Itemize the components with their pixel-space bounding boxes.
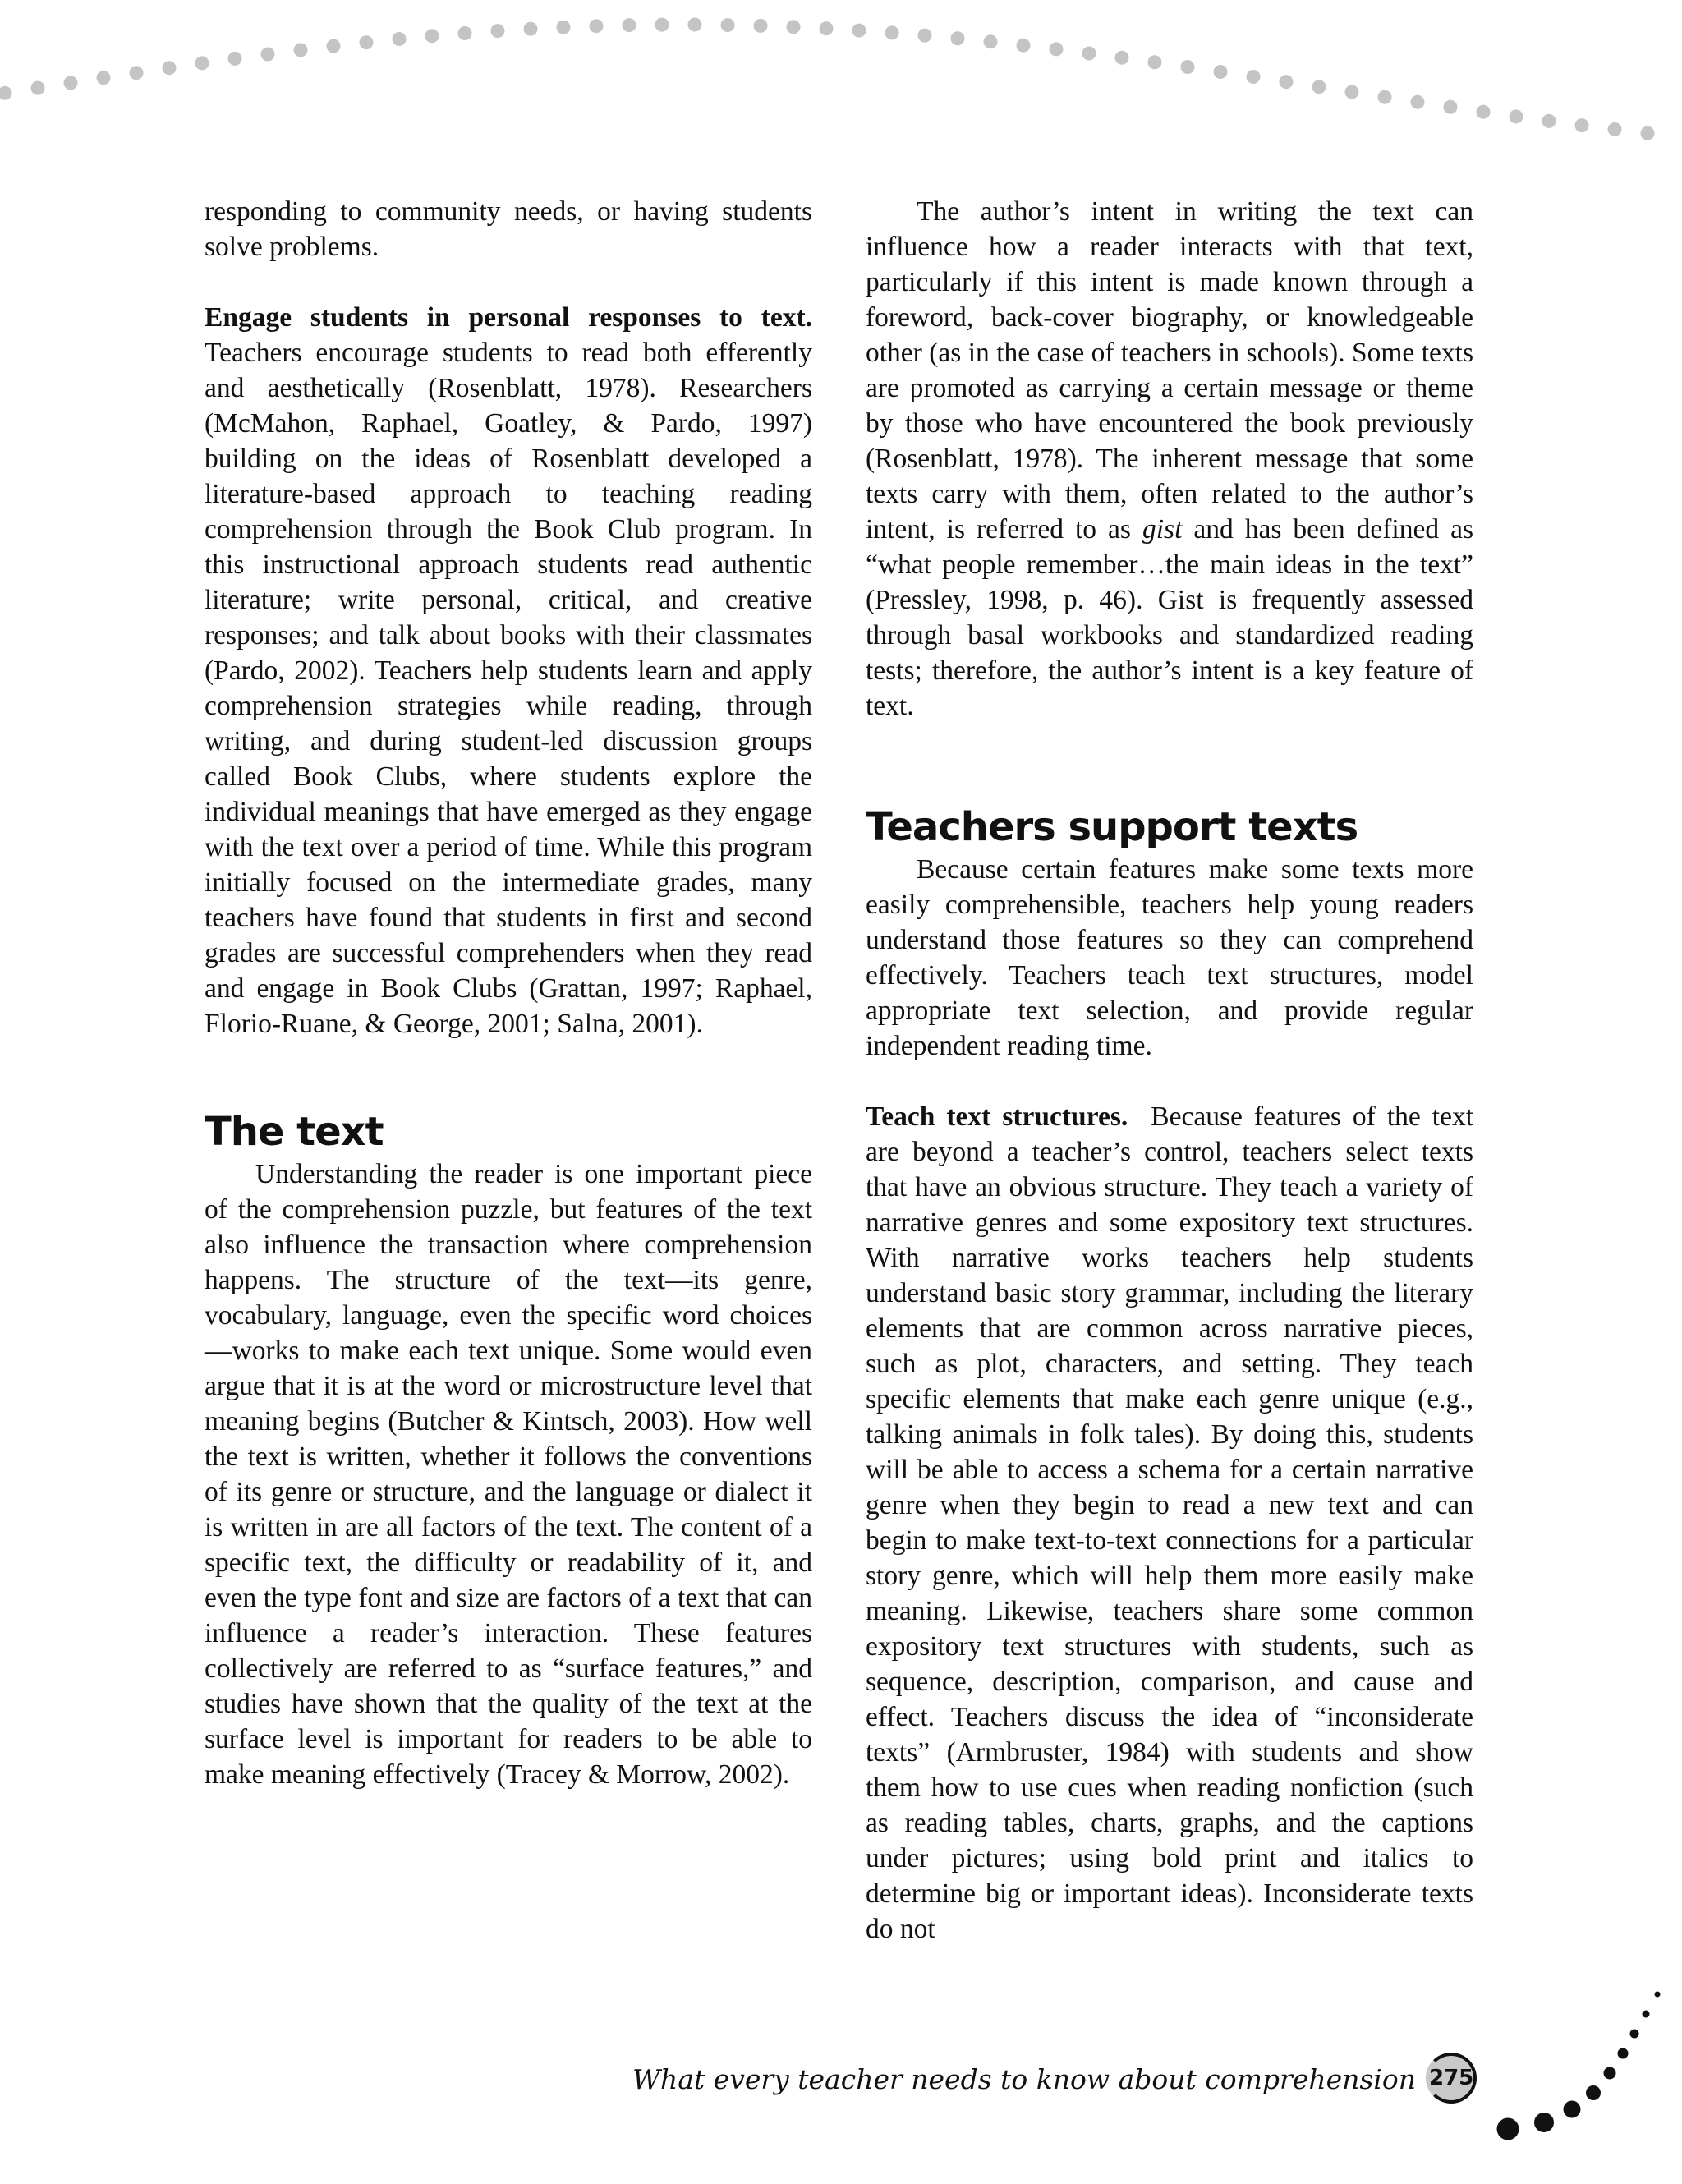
left-column (205, 194, 812, 1792)
gist-term: gist (1142, 514, 1183, 545)
intent-text-a: The author’s intent in writing the text can influence how a reader interacts with that text, particularly if this intent is made known through a foreword, back-cover biography, or knowledgeable other (as in the case of teachers in schools). Some texts are promoted as carrying a certain message or theme by those who have encountered the book previously (Rosenblatt, 1978). The inherent message that some texts carry with them, often related to the author’s intent, is referred to as (866, 196, 1473, 545)
section-heading-the-text: The text (205, 1109, 384, 1155)
engage-paragraph (205, 300, 812, 1041)
the-text-paragraph: Understanding the reader is one important piece of the comprehension puzzle, but features of the text also influence the transaction where comprehension happens. The structure of the text—its genre, vocabulary, language, even the specific word choices—works to make each text unique. Some would even argue that it is at the word or microstructure level that meaning begins (Butcher & Kintsch, 2003). How well the text is written, whether it follows the conventions of its genre or structure, and the language or dialect it is written in are all factors of the text. The content of a specific text, the difficulty or readability of it, and even the type font and size are factors of a text that can influence a reader’s interaction. These features collectively are referred to as “surface features,” and studies have shown that the quality of the text at the surface level is important for readers to be able to make meaning effectively (Tracey & Morrow, 2002). (205, 1159, 812, 1790)
engage-run-in-heading: Engage students in personal responses to text. (205, 302, 812, 333)
teachers-support-paragraph: Because certain features make some texts more easily comprehensible, teachers help young readers understand those features so they can comprehend effectively. Teachers teach text structures, model appropriate text selection, and provide regular independent reading time. (866, 854, 1473, 1061)
decor-dot (1630, 2030, 1639, 2039)
decor-dot (1604, 2067, 1616, 2080)
text-structures-run-in-heading: Teach text structures. (866, 1101, 1128, 1132)
page-number-badge: 275 (1426, 2053, 1477, 2104)
continued-paragraph: responding to community needs, or having students solve problems. (205, 196, 812, 262)
section-heading-teachers-support-texts: Teachers support texts (866, 804, 1358, 850)
intent-text-b: and has been defined as “what people remember…the main ideas in the text” (Pressley, 1998, p. 46). Gist is frequently assessed through basal workbooks and standardized reading tests; therefore, the author’s intent is a key feature of text. (866, 514, 1474, 721)
decor-dot (1618, 2048, 1629, 2059)
right-column (866, 194, 1473, 1947)
decor-dot (1534, 2113, 1554, 2132)
engage-body: Teachers encourage students to read both efferently and aesthetically (Rosenblatt, 1978). Researchers (McMahon, Raphael, Goatley, & Pardo, 1997) building on the ideas of Rosenblatt developed a literature-based approach to teaching reading comprehension through the Book Club program. In this instructional approach students read authentic literature; write personal, critical, and creative responses; and talk about books with their classmates (Pardo, 2002). Teachers help students learn and apply comprehension strategies while reading, through writing, and during student-led discussion groups called Book Clubs, where students explore the individual meanings that have emerged as they engage with the text over a period of time. While this program initially focused on the intermediate grades, many teachers have found that students in first and second grades are successful comprehenders when they read and engage in Book Clubs (Grattan, 1997; Raphael, Florio-Ruane, & George, 2001; Salna, 2001). (205, 338, 812, 1039)
author-intent-paragraph (866, 194, 1473, 724)
decor-dot (1655, 1992, 1661, 1998)
text-structures-body: Because features of the text are beyond a teacher’s control, teachers select texts that have an obvious structure. They teach a variety of narrative genres and some expository text structures. With narrative works teachers help students understand basic story grammar, including the literary elements that are common across narrative pieces, such as plot, characters, and setting. They teach specific elements that make each genre unique (e.g., talking animals in folk tales). By doing this, students will be able to access a schema for a certain narrative genre when they begin to read a new text and can begin to make text-to-text connections for a particular story genre, which will help them more easily make meaning. Likewise, teachers share some common expository text structures with students, such as sequence, description, comparison, and cause and effect. Teachers discuss the idea of “inconsiderate texts” (Armbruster, 1984) with students and show them how to use cues when reading nonfiction (such as reading tables, charts, graphs, and the captions under pictures; using bold print and italics to determine big or important ideas). Inconsiderate texts do not (866, 1101, 1474, 1944)
decor-dot (1564, 2101, 1581, 2118)
decor-dot (1497, 2118, 1519, 2140)
footer-book-title: What every teacher needs to know about comprehension (632, 2063, 1416, 2095)
decor-dot (1586, 2085, 1601, 2100)
text-structures-paragraph (866, 1099, 1473, 1947)
decor-dot (1643, 2011, 1650, 2018)
